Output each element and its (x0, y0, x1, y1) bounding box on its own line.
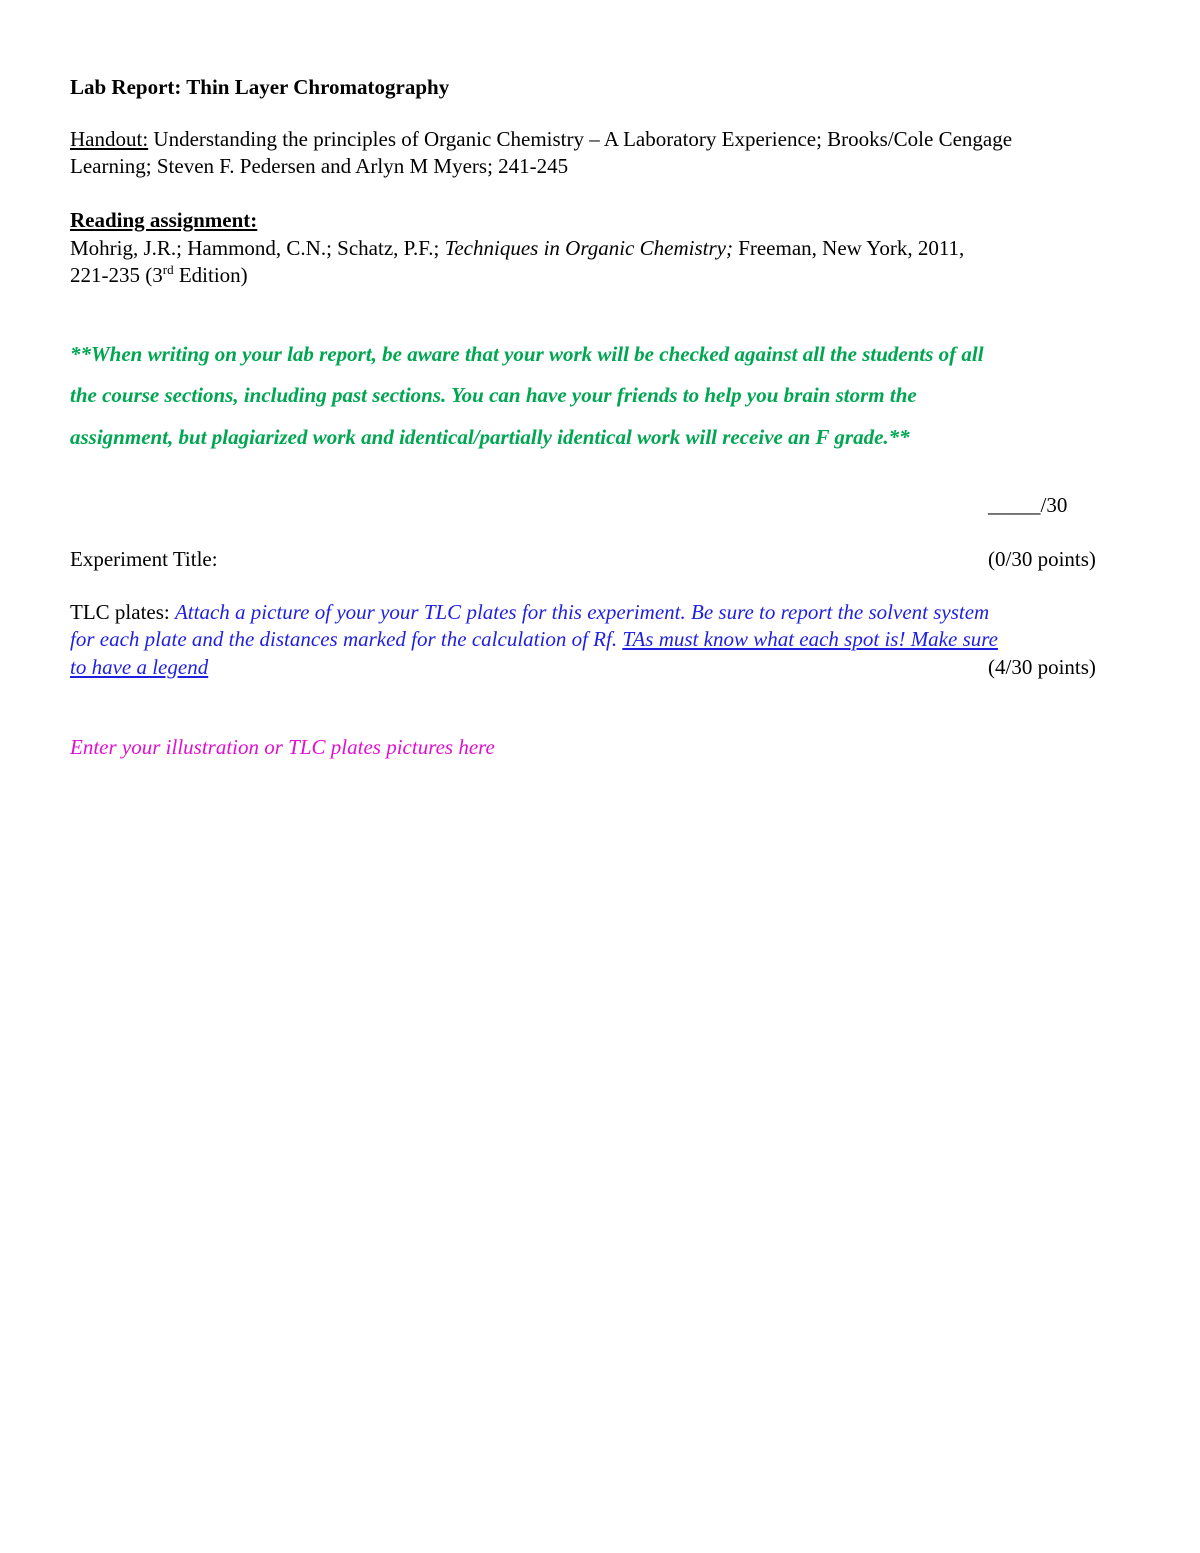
reading-authors: Mohrig, J.R.; Hammond, C.N.; Schatz, P.F.; (70, 236, 445, 260)
experiment-title-points: (0/30 points) (988, 547, 1096, 571)
tlc-legend-note-end: to have a legend (70, 655, 209, 679)
reading-book-title: Techniques in Organic Chemistry; (444, 236, 733, 260)
reading-pages: 221-235 (3 (70, 263, 163, 287)
tlc-line-2 (70, 626, 998, 653)
reading-heading: Reading assignment: (70, 208, 258, 232)
tlc-points: (4/30 points) (988, 655, 1096, 679)
plagiarism-warning-line-2: the course sections, including past sections. You can have your friends to help you brain storm the (70, 383, 917, 407)
tlc-label: TLC plates: (70, 600, 175, 624)
tlc-line-1 (70, 599, 989, 626)
reading-publisher: Freeman, New York, 2011, (732, 236, 965, 260)
handout-line-2: Learning; Steven F. Pedersen and Arlyn M Myers; 241-245 (70, 154, 569, 178)
reading-edition: Edition) (173, 263, 248, 287)
score-total: _____/30 (988, 493, 1068, 517)
plagiarism-warning-line-3: assignment, but plagiarized work and identical/partially identical work will receive an F grade.** (70, 425, 910, 449)
reading-line-1 (70, 235, 964, 262)
reading-line-2 (70, 262, 248, 289)
handout-text-1: Understanding the principles of Organic Chemistry – A Laboratory Experience; Brooks/Cole Cengage (148, 127, 1013, 151)
tlc-instruction-1: Attach a picture of your your TLC plates for this experiment. Be sure to report the solvent system (174, 600, 990, 624)
handout-label: Handout: (70, 127, 149, 151)
tlc-instruction-2: for each plate and the distances marked for the calculation of Rf. (70, 627, 623, 651)
page-title: Lab Report: Thin Layer Chromatography (70, 75, 450, 99)
tlc-legend-note: TAs must know what each spot is! Make sure (622, 627, 998, 651)
plagiarism-warning-line-1: **When writing on your lab report, be aware that your work will be checked against all the students of all (70, 342, 984, 366)
handout-line-1 (70, 126, 1012, 153)
experiment-title-label: Experiment Title: (70, 547, 218, 571)
tlc-line-3 (70, 654, 208, 681)
reading-edition-sup: rd (162, 262, 174, 277)
illustration-prompt[interactable]: Enter your illustration or TLC plates pictures here (70, 735, 495, 759)
